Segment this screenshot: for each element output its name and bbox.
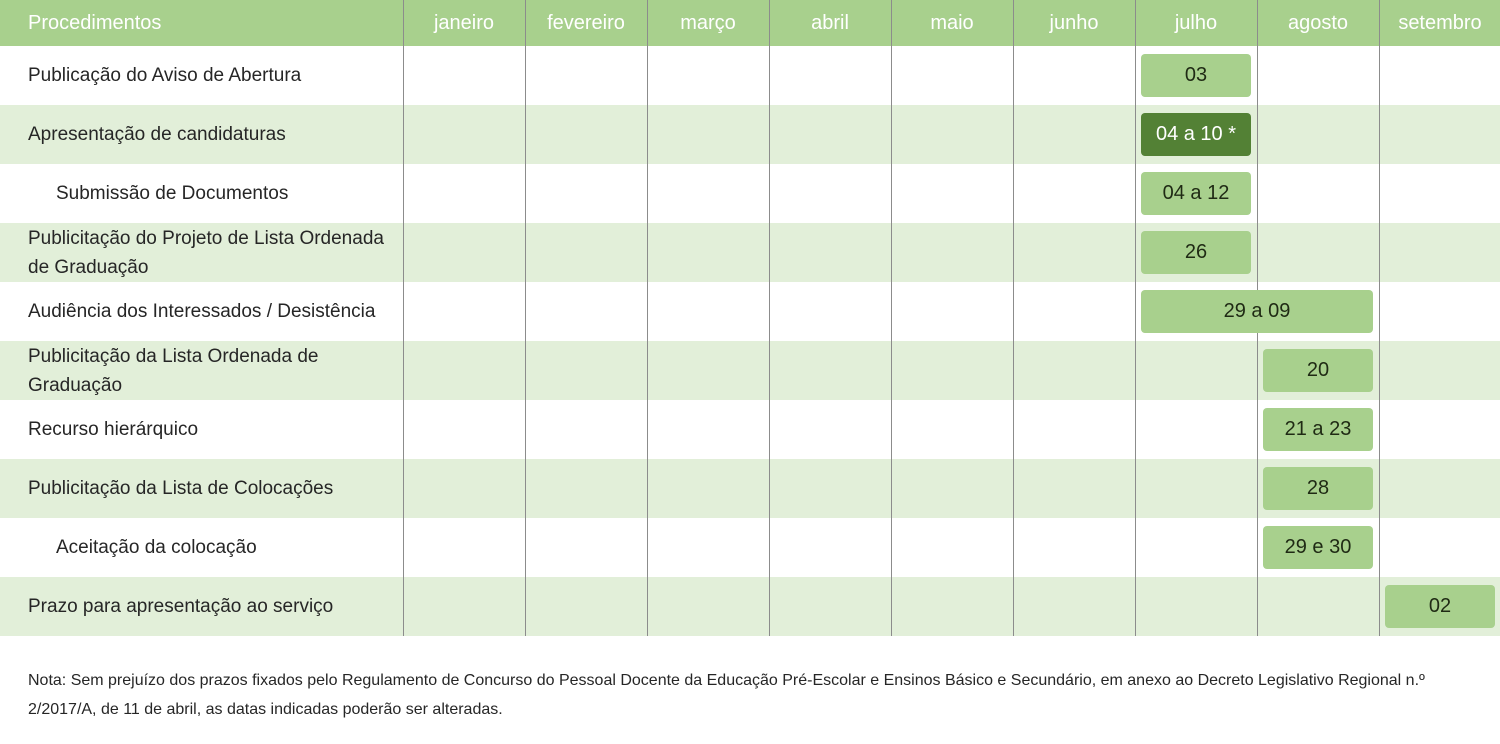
schedule-bar: 26: [1141, 231, 1251, 274]
procedure-label: Publicitação da Lista de Colocações: [28, 478, 334, 499]
procedure-label: Aceitação da colocação: [56, 537, 257, 558]
schedule-bar: 20: [1263, 349, 1373, 392]
schedule-bar: 29 e 30: [1263, 526, 1373, 569]
header-procedures: Procedimentos: [28, 12, 162, 34]
header-month-junho: junho: [1049, 12, 1099, 34]
column-divider: [1135, 0, 1136, 636]
schedule-bar: 28: [1263, 467, 1373, 510]
schedule-bar: 21 a 23: [1263, 408, 1373, 451]
header-month-julho: julho: [1174, 12, 1218, 34]
schedule-bar: 04 a 12: [1141, 172, 1251, 215]
column-divider: [769, 0, 770, 636]
procedure-label: Prazo para apresentação ao serviço: [28, 596, 334, 617]
schedule-bar: 29 a 09: [1141, 290, 1373, 333]
column-divider: [1013, 0, 1014, 636]
procedure-label: Publicitação do Projeto de Lista Ordenada de Graduação: [28, 227, 384, 278]
header-month-fevereiro: fevereiro: [547, 12, 625, 34]
header-month-setembro: setembro: [1398, 12, 1482, 34]
header-month-janeiro: janeiro: [433, 12, 495, 34]
header-month-agosto: agosto: [1287, 12, 1349, 34]
column-divider: [891, 0, 892, 636]
procedure-label: Submissão de Documentos: [56, 183, 289, 204]
procedure-label: Audiência dos Interessados / Desistência: [28, 301, 376, 322]
column-divider: [403, 0, 404, 636]
schedule-bar: 03: [1141, 54, 1251, 97]
column-divider: [525, 0, 526, 636]
footnote: Nota: Sem prejuízo dos prazos fixados pelo Regulamento de Concurso do Pessoal Docente da Educação Pré-Escolar e Ensinos Básico e Secundário, em anexo ao Decreto Legislativo Regional n.º 2/2017/A, de 11 de abril, as datas indicadas poderão ser alteradas.: [28, 672, 1425, 718]
procedure-label: Apresentação de candidaturas: [28, 124, 286, 145]
procedure-label: Recurso hierárquico: [28, 419, 199, 440]
header-month-maio: maio: [930, 12, 974, 34]
header-month-março: março: [680, 12, 736, 34]
column-divider: [1379, 0, 1380, 636]
schedule-bar: 04 a 10 *: [1141, 113, 1251, 156]
procedure-label: Publicação do Aviso de Abertura: [28, 65, 302, 86]
header-month-abril: abril: [811, 12, 849, 34]
procedure-label: Publicitação da Lista Ordenada de Graduação: [28, 345, 319, 396]
schedule-bar: 02: [1385, 585, 1495, 628]
column-divider: [647, 0, 648, 636]
